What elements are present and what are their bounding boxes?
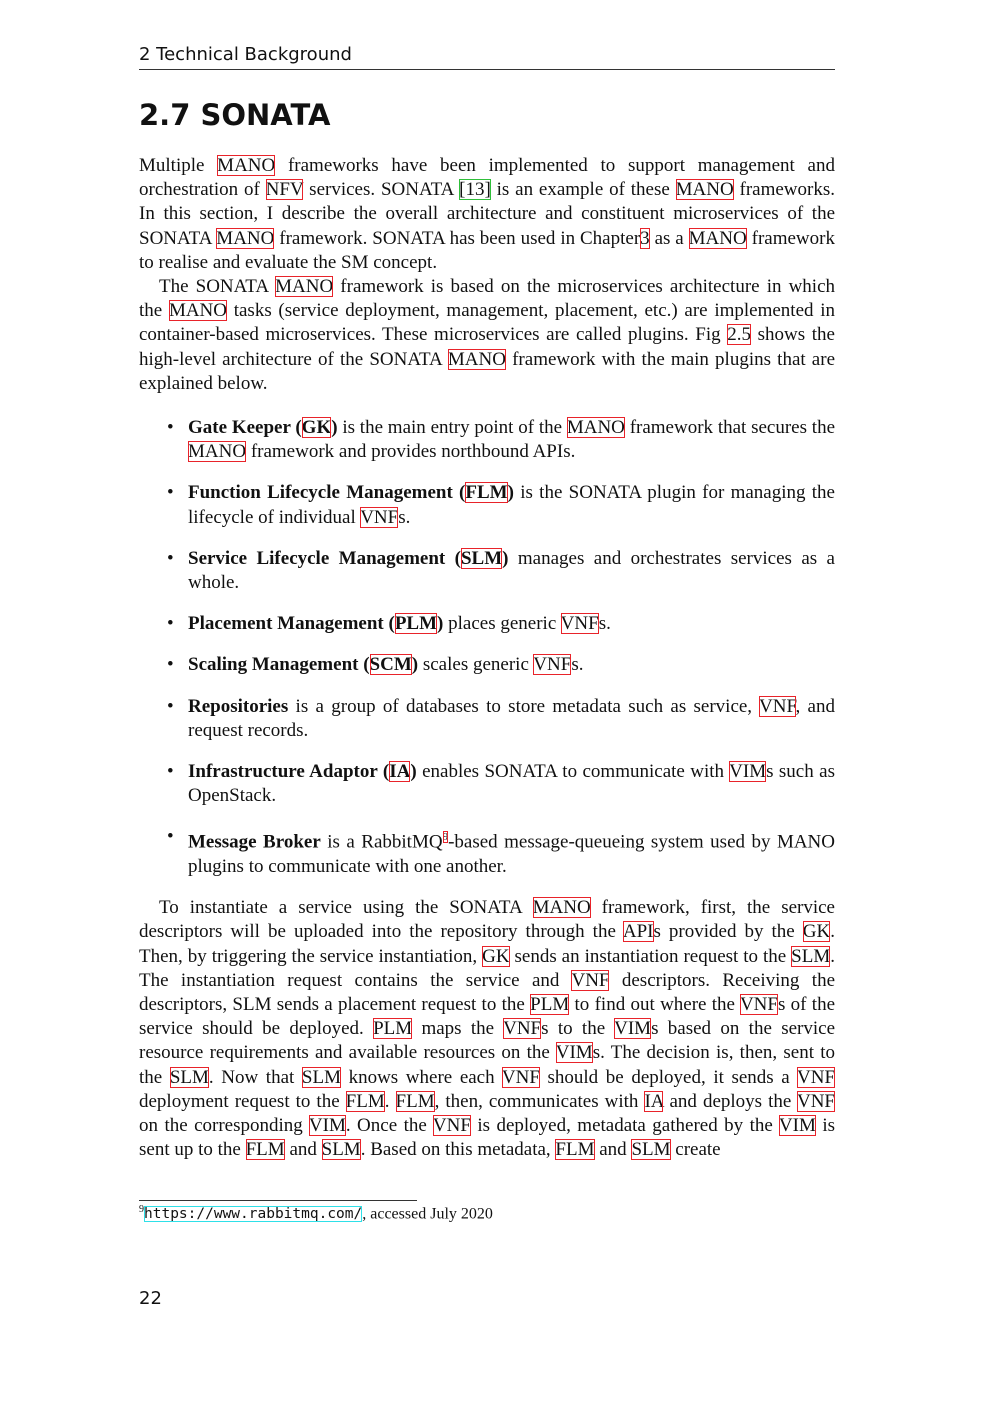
acronym-link-vnf[interactable]: VNF bbox=[797, 1066, 836, 1088]
text-run: framework with the main plugins that are explained below. bbox=[139, 348, 836, 394]
acronym-link-plm[interactable]: PLM bbox=[373, 1018, 413, 1040]
list-item-gate-keeper bbox=[167, 416, 835, 464]
text-run: frameworks. In this section, I describe the overall architecture and constituent microservices of the SONATA bbox=[139, 179, 835, 249]
term: Function Lifecycle Management ( bbox=[188, 482, 466, 504]
acronym-link-flm[interactable]: FLM bbox=[465, 482, 508, 504]
acronym-link-mano[interactable]: MANO bbox=[217, 155, 276, 176]
text-run: frameworks have been implemented to support management and orchestration of bbox=[139, 155, 835, 201]
term: Placement Management ( bbox=[188, 613, 395, 635]
acronym-link-mano[interactable]: MANO bbox=[216, 227, 275, 249]
text-run: knows where each bbox=[340, 1066, 502, 1088]
term: Message Broker bbox=[188, 831, 321, 853]
text-run: framework. SONATA has been used in Chapter bbox=[274, 227, 641, 249]
section-title: 2.7 SONATA bbox=[139, 98, 331, 132]
acronym-link-vnf[interactable]: VNF bbox=[739, 994, 778, 1016]
footnote-url-link[interactable]: https://www.rabbitmq.com/ bbox=[144, 1206, 363, 1223]
acronym-link-ia[interactable]: IA bbox=[644, 1090, 664, 1112]
text-run: s. bbox=[571, 654, 584, 676]
text-run: is deployed, metadata gathered by the bbox=[470, 1115, 779, 1137]
text-run: s of the service should be deployed. bbox=[139, 994, 835, 1040]
paragraph-instantiation bbox=[139, 896, 835, 1162]
text-run: should be deployed, it sends a bbox=[539, 1066, 797, 1088]
text-run: s based on the service resource requirements and available resources on the bbox=[139, 1018, 835, 1064]
term: ) bbox=[411, 654, 419, 676]
text-run: on the corresponding bbox=[139, 1115, 309, 1137]
footnote bbox=[139, 1204, 835, 1223]
text-run: . Once the bbox=[345, 1115, 433, 1137]
acronym-link-mano[interactable]: MANO bbox=[675, 179, 734, 201]
text-run: , then, communicates with bbox=[434, 1090, 645, 1112]
text-run: is an example of these bbox=[490, 179, 676, 201]
term: Service Lifecycle Management ( bbox=[188, 547, 461, 569]
acronym-link-api[interactable]: API bbox=[622, 921, 654, 943]
acronym-link-vnf[interactable]: VNF bbox=[533, 654, 572, 676]
acronym-link-slm[interactable]: SLM bbox=[631, 1139, 671, 1161]
text-run: s. bbox=[398, 506, 411, 528]
acronym-link-vnf[interactable]: VNF bbox=[503, 1018, 542, 1040]
text-run: scales generic bbox=[418, 654, 534, 676]
text-run: s to the bbox=[541, 1018, 615, 1040]
footnote-mark-link[interactable]: 9 bbox=[442, 831, 449, 844]
list-item-plm bbox=[167, 612, 835, 636]
acronym-link-mano[interactable]: MANO bbox=[275, 276, 334, 298]
text-run: s provided by the bbox=[653, 921, 803, 943]
list-item-message-broker bbox=[167, 825, 835, 879]
text-run: is a RabbitMQ bbox=[320, 831, 443, 853]
acronym-link-mano[interactable]: MANO bbox=[688, 227, 747, 249]
acronym-link-gk[interactable]: GK bbox=[482, 945, 510, 967]
text-run: To instantiate a service using the SONATA bbox=[159, 897, 533, 919]
body-text bbox=[139, 154, 835, 1162]
acronym-link-vnf[interactable]: VNF bbox=[796, 1090, 835, 1112]
acronym-link-ia[interactable]: IA bbox=[389, 761, 411, 783]
footnote-mark: 9 bbox=[139, 1204, 144, 1215]
text-run: . The instantiation request contains the service and bbox=[139, 945, 835, 991]
acronym-link-vnf[interactable]: VNF bbox=[571, 969, 610, 991]
text-run: Multiple bbox=[139, 155, 218, 176]
text-run: s such as OpenStack. bbox=[188, 761, 835, 807]
text-run: create bbox=[670, 1139, 721, 1161]
acronym-link-flm[interactable]: FLM bbox=[245, 1139, 285, 1161]
term: ) bbox=[437, 613, 444, 635]
acronym-link-vim[interactable]: VIM bbox=[614, 1018, 652, 1040]
footnote-rule bbox=[139, 1200, 417, 1201]
acronym-link-slm[interactable]: SLM bbox=[321, 1139, 361, 1161]
text-run: and deploys the bbox=[663, 1090, 797, 1112]
acronym-link-scm[interactable]: SCM bbox=[369, 654, 412, 676]
text-run: deployment request to the bbox=[139, 1090, 346, 1112]
text-run: sends an instantiation request to the bbox=[509, 945, 792, 967]
acronym-link-slm[interactable]: SLM bbox=[169, 1066, 209, 1088]
acronym-link-mano[interactable]: MANO bbox=[188, 441, 247, 463]
acronym-link-mano[interactable]: MANO bbox=[532, 897, 591, 919]
acronym-link-vnf[interactable]: VNF bbox=[759, 695, 796, 717]
term: ) bbox=[507, 482, 514, 504]
text-run: . bbox=[384, 1090, 396, 1112]
acronym-link-plm[interactable]: PLM bbox=[530, 994, 570, 1016]
list-item-flm bbox=[167, 481, 835, 529]
term: Repositories bbox=[188, 695, 289, 717]
term: ) bbox=[410, 761, 417, 783]
text-run: to find out where the bbox=[569, 994, 740, 1016]
acronym-link-vnf[interactable]: VNF bbox=[432, 1115, 471, 1137]
acronym-link-vim[interactable]: VIM bbox=[729, 761, 767, 783]
acronym-link-slm[interactable]: SLM bbox=[791, 945, 831, 967]
text-run: descriptors. Receiving the descriptors, SLM sends a placement request to the bbox=[139, 969, 836, 1016]
term: ) bbox=[502, 547, 509, 569]
acronym-link-vim[interactable]: VIM bbox=[778, 1115, 816, 1137]
text-run: s. bbox=[598, 613, 611, 635]
acronym-link-nfv[interactable]: NFV bbox=[265, 179, 304, 201]
text-run: enables SONATA to communicate with bbox=[416, 761, 730, 783]
text-run: framework to realise and evaluate the SM concept. bbox=[139, 227, 835, 273]
acronym-link-flm[interactable]: FLM bbox=[345, 1090, 385, 1112]
text-run: as a bbox=[649, 227, 689, 249]
acronym-link-vnf[interactable]: VNF bbox=[360, 506, 399, 528]
text-run: maps the bbox=[412, 1018, 504, 1040]
acronym-link-slm[interactable]: SLM bbox=[460, 547, 503, 569]
acronym-link-vnf[interactable]: VNF bbox=[560, 613, 599, 635]
citation-link[interactable]: [13] bbox=[459, 179, 491, 201]
list-item-slm bbox=[167, 547, 835, 595]
running-header: 2 Technical Background bbox=[139, 44, 835, 70]
term: ) bbox=[331, 417, 338, 439]
page-number: 22 bbox=[139, 1288, 162, 1309]
text-run: , and request records. bbox=[188, 695, 835, 741]
text-run: , accessed July 2020 bbox=[362, 1205, 493, 1223]
acronym-link-gk[interactable]: GK bbox=[802, 921, 831, 943]
list-item-scm bbox=[167, 653, 835, 677]
acronym-link-mano[interactable]: MANO bbox=[168, 300, 227, 322]
text-run: The SONATA bbox=[159, 276, 276, 298]
term: Infrastructure Adaptor ( bbox=[188, 761, 390, 783]
figure-ref-link[interactable]: 2.5 bbox=[727, 324, 752, 346]
acronym-link-flm[interactable]: FLM bbox=[395, 1090, 435, 1112]
text-run: services. SONATA bbox=[303, 179, 460, 201]
text-run: framework, first, the service descriptors will be uploaded into the repository through the bbox=[139, 897, 835, 943]
plugin-list bbox=[167, 416, 835, 879]
acronym-link-gk[interactable]: GK bbox=[301, 417, 332, 439]
chapter-ref-link[interactable]: 3 bbox=[640, 227, 650, 249]
acronym-link-slm[interactable]: SLM bbox=[301, 1066, 341, 1088]
text-run: and bbox=[284, 1139, 322, 1161]
text-run: framework is based on the microservices architecture in which the bbox=[139, 276, 836, 322]
text-run: and bbox=[594, 1139, 632, 1161]
text-run: s. The decision is, then, sent to the bbox=[139, 1042, 835, 1088]
text-run: framework and provides northbound APIs. bbox=[246, 441, 576, 463]
text-run: manages and orchestrates services as a whole. bbox=[188, 547, 835, 594]
term: Scaling Management ( bbox=[188, 654, 370, 676]
text-run: is the SONATA plugin for managing the lifecycle of individual bbox=[188, 482, 835, 528]
acronym-link-plm[interactable]: PLM bbox=[394, 613, 438, 635]
text-run: . Now that bbox=[208, 1066, 302, 1088]
text-run: . Based on this metadata, bbox=[360, 1139, 556, 1161]
acronym-link-vim[interactable]: VIM bbox=[555, 1042, 593, 1064]
acronym-link-vim[interactable]: VIM bbox=[308, 1115, 346, 1137]
text-run: places generic bbox=[443, 613, 561, 635]
text-run: . Then, by triggering the service instantiation, bbox=[139, 921, 835, 967]
acronym-link-vnf[interactable]: VNF bbox=[501, 1066, 540, 1088]
acronym-link-flm[interactable]: FLM bbox=[555, 1139, 595, 1161]
acronym-link-mano[interactable]: MANO bbox=[447, 348, 506, 370]
term: Gate Keeper ( bbox=[188, 417, 302, 439]
text-run: -based message-queueing system used by MANO plugins to communicate with one another. bbox=[188, 831, 835, 877]
text-run: is the main entry point of the bbox=[337, 417, 567, 439]
paragraph-intro bbox=[139, 154, 835, 275]
list-item-repositories bbox=[167, 695, 835, 743]
paragraph-architecture bbox=[139, 275, 835, 396]
text-run: framework that secures the bbox=[624, 417, 836, 439]
acronym-link-mano[interactable]: MANO bbox=[566, 417, 625, 439]
text-run: is a group of databases to store metadata such as service, bbox=[288, 695, 760, 717]
list-item-infrastructure-adaptor bbox=[167, 760, 835, 808]
text-run: is sent up to the bbox=[139, 1115, 835, 1161]
text-run: tasks (service deployment, management, placement, etc.) are implemented in container-based microservices. These microservices are called plugins. Fig bbox=[139, 300, 836, 346]
text-run: shows the high-level architecture of the SONATA bbox=[139, 324, 835, 370]
